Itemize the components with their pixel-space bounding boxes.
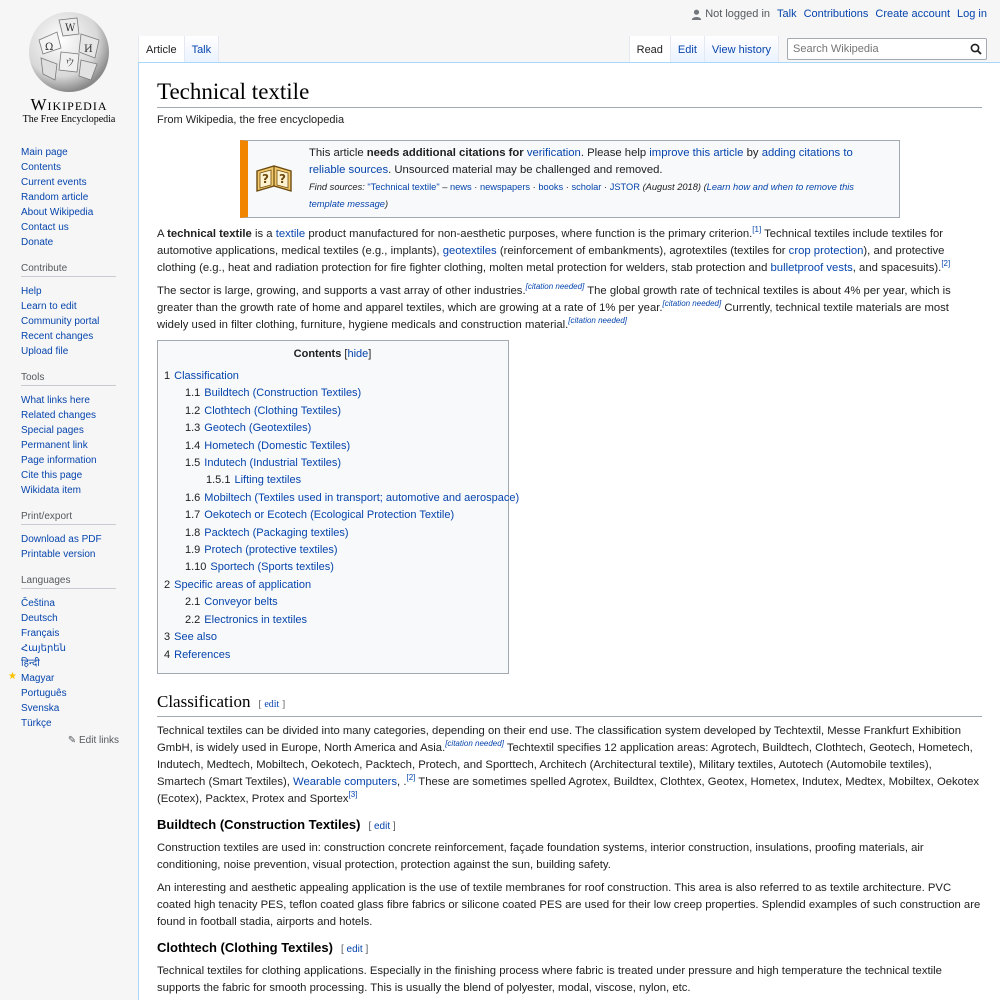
toc-number: 1.6	[185, 491, 201, 504]
contribute-portal	[21, 284, 121, 359]
sidebar-item-about-wikipedia[interactable]: About Wikipedia	[21, 207, 94, 218]
find-sources	[309, 179, 891, 213]
find-sources-dot-3: ·	[563, 182, 572, 192]
toc-number: 1	[164, 370, 171, 382]
classification-paragraph	[157, 723, 982, 808]
edit-section-link[interactable]: edit	[346, 943, 363, 955]
sidebar-item-contents[interactable]: Contents	[21, 162, 62, 173]
svg-text:И: И	[84, 44, 93, 55]
buildtech-paragraph-2: An interesting and aesthetic appealing application is the use of textile membranes for roof construction. This area is also referred to as textile architecture. PVC coated high tenacity PES, teflon coated glass fibre fabrics or silicone coated PES are used for their low creep properties. Splendid examples of such construction are found in football stadia, airports and hotels.	[157, 881, 981, 928]
sidebar-item-contact-us[interactable]: Contact us	[21, 222, 69, 233]
banner-date: (August 2018) (	[640, 182, 707, 192]
tagline: The Free Encyclopedia	[22, 114, 116, 125]
lang-armenian[interactable]: Հայերեն	[21, 643, 66, 654]
site-sub: From Wikipedia, the free encyclopedia	[157, 114, 345, 126]
find-sources-label: Find sources:	[309, 182, 368, 192]
find-newspapers-link[interactable]: newspapers	[479, 182, 531, 192]
toc-item[interactable]	[164, 403, 501, 420]
toc-item[interactable]	[164, 455, 501, 472]
lang-hindi[interactable]: हिन्दी	[21, 658, 40, 669]
toc-hide-close: ]	[368, 348, 372, 360]
find-sources-query-link[interactable]: "Technical textile"	[367, 182, 440, 192]
toc-label[interactable]: Sportech (Sports textiles)	[210, 561, 334, 574]
search-input[interactable]	[793, 43, 963, 55]
classification-heading-label: Classification	[157, 691, 251, 711]
toc-label[interactable]: Packtech (Packaging textiles)	[204, 526, 349, 539]
toc-item[interactable]	[164, 612, 501, 629]
toc-label[interactable]: References	[174, 648, 231, 661]
edit-section-classification	[258, 699, 285, 710]
toc-number: 2.1	[185, 596, 201, 609]
question-book-icon	[254, 145, 302, 213]
find-sources-dot-2: ·	[530, 182, 539, 192]
edit-bracket-open: [	[258, 698, 265, 710]
lang-cestina[interactable]: Čeština	[21, 598, 55, 609]
toc-item[interactable]	[164, 559, 501, 576]
p1-text-h: (reinforcement of embankments), agrotextiles (textiles for	[496, 245, 789, 257]
toc-label[interactable]: Specific areas of application	[174, 578, 312, 591]
toc-number: 1.5.1	[206, 474, 231, 487]
sidebar-item-printable-version[interactable]: Printable version	[21, 549, 96, 560]
contribute-heading: Contribute	[21, 263, 116, 277]
class-text-b: Techtextil specifies 12 application areas: Agrotech, Buildtech, Clothtech, Geotech, Hometech, Indutech, Medtech, Mobiltech, Oekotech, Packtech, Protech, and Sporttech, Architech (Architectural textile), Military textiles, Autotech (Automobile textiles), Smartech (Smart Textiles),	[157, 741, 973, 788]
sidebar-item-main-page[interactable]: Main page	[21, 147, 68, 158]
lead-paragraph-1	[157, 226, 982, 277]
toc-number: 1.2	[185, 404, 201, 417]
search-box	[787, 38, 987, 60]
svg-text:ウ: ウ	[65, 58, 75, 69]
lang-svenska[interactable]: Svenska	[21, 703, 60, 714]
class-text-e: These are sometimes spelled Agrotex, Buildtex, Clothtex, Geotex, Hometex, Indutex, Medtex, Mobiltex, Oekotex (Ecotex), Packtex, Protex and Sportex	[157, 775, 980, 805]
toc-hide-link[interactable]: hide	[347, 348, 369, 360]
find-jstor-link[interactable]: JSTOR	[609, 182, 640, 192]
svg-text:Ω: Ω	[45, 42, 54, 53]
banner-text-2: . Please help	[580, 147, 650, 159]
talk-link[interactable]: Talk	[777, 8, 797, 20]
p1-text-a: A	[157, 228, 168, 240]
citation-needed-4[interactable]: [citation needed]	[445, 739, 504, 749]
lang-francais[interactable]: Français	[21, 628, 60, 639]
ref-2b[interactable]: [2]	[406, 773, 416, 783]
toc-number: 1.7	[185, 509, 201, 522]
tab-edit[interactable]: Edit	[670, 36, 704, 62]
toc-number: 3	[164, 631, 171, 644]
p1-text-j: ), and protective clothing (e.g., heat and radiation protection for fire fighter clothing, molten metal protection for welders, stab protection and	[157, 245, 945, 274]
not-logged-in-label: Not logged in	[705, 8, 771, 20]
bulletproof-vests-link[interactable]: bulletproof vests	[770, 262, 853, 274]
banner-text	[302, 145, 891, 213]
ref-1[interactable]: [1]	[752, 225, 762, 235]
p1-text-e: product manufactured for non-aesthetic purposes, where function is the primary criterion.	[305, 228, 753, 240]
svg-text:?: ?	[262, 172, 269, 186]
remove-template-link[interactable]: Learn how and when to remove this template message	[309, 182, 854, 209]
toc-item[interactable]	[164, 629, 501, 646]
sidebar-item-special-pages[interactable]: Special pages	[21, 425, 84, 436]
citation-needed-3[interactable]: [citation needed]	[568, 316, 628, 326]
toc-label[interactable]: Oekotech or Ecotech (Ecological Protection Textile)	[204, 509, 455, 522]
lang-deutsch[interactable]: Deutsch	[21, 613, 58, 624]
lead-paragraph-2	[157, 283, 982, 334]
sidebar-item-what-links-here[interactable]: What links here	[21, 395, 90, 406]
find-sources-dot-1: ·	[471, 182, 480, 192]
find-books-link[interactable]: books	[538, 182, 564, 192]
contributions-link[interactable]: Contributions	[803, 8, 869, 20]
page-title: Technical textile	[157, 77, 982, 108]
pencil-icon: ✎	[67, 735, 77, 746]
banner-close-paren: )	[384, 199, 389, 209]
clothtech-paragraph-1: Technical textiles for clothing applications. Especially in the finishing process where fabric is treated under pressure and high temperature the technical textile supports the fabric for smooth processing. This is usually the blend of polyester, modal, viscose, nylon, etc.	[157, 964, 942, 994]
edit-links-label: Edit links	[78, 735, 119, 746]
sidebar-item-donate[interactable]: Donate	[21, 237, 54, 248]
toc-number: 2.2	[185, 613, 201, 626]
sidebar-item-related-changes[interactable]: Related changes	[21, 410, 97, 421]
toc-label[interactable]: Conveyor belts	[204, 596, 278, 609]
toc-number: 1.10	[185, 561, 207, 574]
tools-portal	[21, 393, 121, 498]
toc-label[interactable]: Geotech (Geotextiles)	[204, 422, 312, 435]
sidebar-item-permanent-link[interactable]: Permanent link	[21, 440, 88, 451]
sidebar	[8, 145, 121, 746]
sidebar-item-learn-to-edit[interactable]: Learn to edit	[21, 301, 77, 312]
edit-bracket-open: [	[340, 943, 347, 955]
wikipedia-globe-icon	[27, 10, 111, 94]
improve-article-link[interactable]: improve this article	[649, 147, 744, 159]
tools-heading: Tools	[21, 372, 116, 386]
section-heading-classification	[157, 691, 982, 717]
toc-hide-open: [	[341, 348, 348, 360]
find-sources-dot-4: ·	[601, 182, 610, 192]
toc-item[interactable]	[164, 368, 501, 385]
toc-item[interactable]	[164, 507, 501, 524]
p1-text-f: Technical textiles include textiles for automotive applications, medical textiles (e.g., implants),	[157, 228, 944, 257]
p1-text-l: , and spacesuits).	[852, 262, 942, 274]
banner-text-1: This article	[309, 147, 367, 159]
p2-text-c: Currently, technical textile materials are most widely used in filter clothing, furniture, hygiene medicals and construction material.	[157, 302, 949, 331]
buildtech-paragraph-1: Construction textiles are used in: construction concrete reinforcement, façade foundation systems, interior construction, insulations, proofing materials, air conditioning, noise prevention, visual protection, protection against the sun, building safety.	[157, 841, 924, 871]
lang-turkce[interactable]: Türkçe	[21, 718, 52, 729]
citation-needed-banner	[240, 140, 900, 218]
p2-text-b: The global growth rate of technical textiles is about 4% per year, which is greater than the growth rate of home and apparel textiles, which are growing at a rate of 1% per year.	[157, 285, 951, 314]
p1-bold-term: technical textile	[167, 228, 252, 240]
verification-link[interactable]: verification	[526, 147, 581, 159]
toc-item[interactable]	[164, 542, 501, 559]
toc-label[interactable]: Hometech (Domestic Textiles)	[204, 439, 351, 452]
edit-bracket-close: ]	[362, 943, 369, 955]
textile-link[interactable]: textile	[275, 228, 306, 240]
toc-number: 4	[164, 648, 171, 661]
languages-portal	[8, 596, 121, 731]
wordmark: Wikipedia	[30, 95, 108, 114]
sidebar-item-download-pdf[interactable]: Download as PDF	[21, 534, 102, 545]
toc-number: 1.3	[185, 422, 201, 435]
edit-bracket-open: [	[368, 820, 374, 832]
sidebar-item-current-events[interactable]: Current events	[21, 177, 87, 188]
edit-section-link[interactable]: edit	[374, 820, 391, 832]
toc-title-label: Contents	[293, 348, 342, 360]
edit-bracket-close: ]	[279, 698, 286, 710]
class-text-d: , .	[397, 775, 407, 788]
view-tabs	[629, 36, 987, 62]
edit-section-buildtech	[368, 821, 395, 832]
ref-3[interactable]: [3]	[348, 790, 358, 800]
personal-tools	[691, 8, 987, 20]
lang-portugues[interactable]: Português	[21, 688, 67, 699]
banner-text-4: . Unsourced material may be challenged and removed.	[388, 164, 663, 176]
edit-links[interactable]	[21, 735, 119, 746]
toc-number: 1.4	[185, 439, 201, 452]
toc-item[interactable]	[164, 577, 501, 594]
find-sources-sep: –	[439, 182, 450, 192]
svg-text:W: W	[65, 23, 76, 34]
toc-number: 1.1	[185, 387, 201, 400]
sidebar-item-cite-this-page[interactable]: Cite this page	[21, 470, 83, 481]
toc-label[interactable]: Indutech (Industrial Textiles)	[204, 457, 342, 470]
ref-2[interactable]: [2]	[941, 259, 951, 269]
sidebar-item-help[interactable]: Help	[21, 286, 42, 297]
toc-item[interactable]	[164, 647, 501, 664]
sidebar-item-community-portal[interactable]: Community portal	[21, 316, 100, 327]
toc-number: 1.8	[185, 526, 201, 539]
print-export-heading: Print/export	[21, 511, 116, 525]
svg-text:?: ?	[279, 172, 286, 186]
sidebar-item-upload-file[interactable]: Upload file	[21, 346, 69, 357]
not-logged-in	[691, 8, 770, 20]
search-icon[interactable]	[970, 43, 982, 55]
toc-item[interactable]	[164, 385, 501, 402]
featured-star-icon: ★	[8, 671, 17, 682]
geotextiles-link[interactable]: geotextiles	[442, 245, 497, 257]
toc-label[interactable]: Buildtech (Construction Textiles)	[204, 387, 362, 400]
sidebar-item-random-article[interactable]: Random article	[21, 192, 89, 203]
lang-magyar[interactable]: Magyar	[21, 673, 55, 684]
sidebar-item-wikidata-item[interactable]: Wikidata item	[21, 485, 82, 496]
edit-section-clothtech	[341, 944, 368, 955]
toc-number: 2	[164, 578, 171, 591]
find-scholar-link[interactable]: scholar	[571, 182, 602, 192]
toc-label[interactable]: Electronics in textiles	[204, 613, 308, 626]
toc-item[interactable]	[164, 594, 501, 611]
toc-label[interactable]: Lifting textiles	[234, 474, 302, 487]
languages-heading: Languages	[21, 575, 116, 589]
tab-view-history[interactable]: View history	[704, 36, 779, 62]
toc-label[interactable]: Mobiltech (Textiles used in transport; automotive and aerospace)	[204, 491, 520, 504]
toc-label[interactable]: Protech (protective textiles)	[204, 544, 338, 557]
crop-protection-link[interactable]: crop protection	[788, 245, 864, 257]
user-icon	[691, 9, 702, 20]
p2-text-a: The sector is large, growing, and supports a vast array of other industries.	[157, 285, 526, 297]
p1-text-c: is a	[251, 228, 276, 240]
banner-text-3: by	[743, 147, 762, 159]
section-heading-buildtech	[157, 817, 982, 832]
section-heading-clothtech	[157, 940, 982, 955]
find-news-link[interactable]: news	[449, 182, 472, 192]
log-in-link[interactable]: Log in	[957, 8, 987, 20]
banner-text-bold: needs additional citations for	[366, 147, 527, 159]
print-portal	[21, 532, 121, 562]
edit-bracket-close: ]	[390, 820, 396, 832]
tab-article[interactable]: Article	[138, 36, 184, 62]
wikipedia-logo[interactable]	[14, 8, 124, 123]
namespace-tabs	[138, 36, 219, 62]
clothtech-heading-label: Clothtech (Clothing Textiles)	[157, 939, 333, 955]
toc-item[interactable]	[164, 490, 520, 507]
lang-magyar-row	[8, 671, 121, 686]
table-of-contents	[157, 340, 520, 674]
toc-label[interactable]: See also	[174, 631, 217, 644]
adding-citations-link[interactable]: adding citations to reliable sources	[309, 147, 853, 176]
class-text-a: Technical textiles can be divided into many categories, depending on their end use. The classification system developed by Techtextil, Messe Frankfurt Exhibition GmbH, is widely used in Europe, North America and Asia.	[157, 724, 961, 754]
toc-item[interactable]	[164, 438, 501, 455]
article-content	[138, 62, 1000, 1000]
edit-section-link[interactable]: edit	[264, 698, 280, 710]
toc-label[interactable]: Clothtech (Clothing Textiles)	[204, 404, 342, 417]
sidebar-item-recent-changes[interactable]: Recent changes	[21, 331, 94, 342]
toc-item[interactable]	[164, 420, 501, 437]
toc-title	[164, 348, 501, 360]
tab-talk[interactable]: Talk	[184, 36, 220, 62]
toc-number: 1.9	[185, 544, 201, 557]
wearable-computers-link[interactable]: Wearable computers	[293, 775, 398, 788]
sidebar-item-page-information[interactable]: Page information	[21, 455, 97, 466]
toc-item[interactable]	[164, 525, 501, 542]
tab-read[interactable]: Read	[629, 36, 670, 62]
create-account-link[interactable]: Create account	[875, 8, 951, 20]
buildtech-heading-label: Buildtech (Construction Textiles)	[157, 816, 361, 832]
toc-label[interactable]: Classification	[174, 370, 239, 382]
toc-number: 1.5	[185, 457, 201, 470]
citation-needed-1[interactable]: [citation needed]	[525, 282, 585, 292]
toc-item[interactable]	[164, 472, 501, 489]
citation-needed-2[interactable]: [citation needed]	[662, 299, 722, 309]
navigation-portal	[21, 145, 121, 250]
